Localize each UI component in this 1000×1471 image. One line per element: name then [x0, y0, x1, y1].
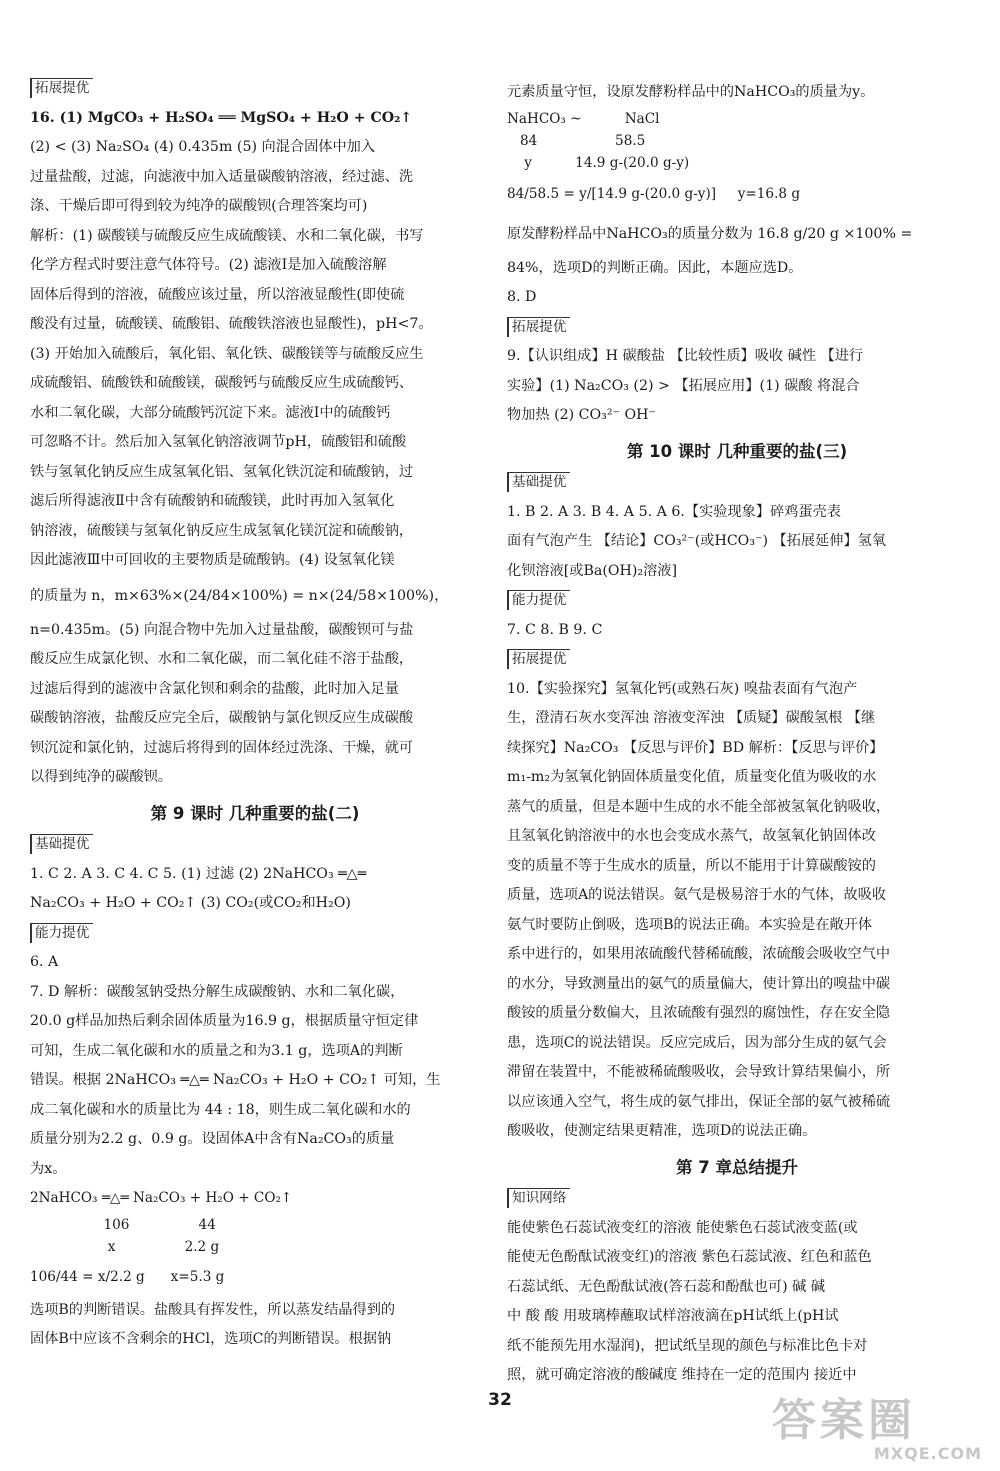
text-line: 过量盐酸，过滤，向滤液中加入适量碳酸钠溶液，经过滤、洗 [30, 168, 414, 185]
text-line: 的水分，导致测量出的氨气的质量偏大，使计算出的嗅盐中碳 [507, 975, 891, 992]
text-line: 蒸气的质量，但是本题中生成的水不能全部被氢氧化钠吸收， [507, 798, 891, 815]
section-tag: 基础提优 [507, 472, 570, 492]
text-line: 且氢氧化钠溶液中的水也会变成水蒸气，故氢氧化钠固体改 [507, 828, 876, 844]
text-line: Na₂CO₃ + H₂O + CO₂↑ (3) CO₂(或CO₂和H₂O) [30, 895, 351, 911]
text-line: 选项B的判断错误。盐酸具有挥发性，所以蒸发结晶得到的 [30, 1301, 396, 1318]
text-line: 氨气时要防止倒吸，选项B的说法正确。本实验是在敞开体 [507, 916, 873, 933]
text-line: 元素质量守恒，设原发酵粉样品中的NaHCO₃的质量为y。 [507, 84, 875, 100]
text-line: 面有气泡产生 【结论】CO₃²⁻(或HCO₃⁻) 【拓展延伸】氢氧 [507, 533, 887, 549]
watermark-logo [772, 1395, 982, 1463]
text-line: 续探究】Na₂CO₃ 【反思与评价】BD 解析：【反思与评价】 [507, 739, 884, 756]
text-line: 钠溶液，硫酸镁与氢氧化钠反应生成氢氧化镁沉淀和硫酸钠， [30, 522, 414, 539]
chapter-summary-title: 第 7 章总结提升 [676, 1157, 798, 1177]
text-line: 生，澄清石灰水变浑浊 溶液变浑浊 【质疑】碳酸氢根 【继 [507, 710, 876, 726]
text-line: 实验】(1) Na₂CO₃ (2) > 【拓展应用】(1) 碳酸 将混合 [507, 377, 860, 394]
text-line: 16. (1) MgCO₃ + H₂SO₄ ══ MgSO₄ + H₂O + CO₂↑ [30, 109, 413, 126]
text-line: 能使无色酚酞试液变红)的溶液 紫色石蕊试液、红色和蓝色 [507, 1249, 872, 1265]
text-line: 物加热 (2) CO₃²⁻ OH⁻ [507, 407, 657, 423]
text-line: 的质量为 n，m×63%×(24/84×100%) = n×(24/58×100%)， [30, 587, 449, 604]
watermark-url: MXQE.COM [873, 1444, 982, 1463]
right-column [507, 74, 967, 1391]
text-line: 6. A [30, 954, 59, 970]
section-tag: 拓展提优 [30, 78, 93, 98]
text-line: n=0.435m。(5) 向混合物中先加入过量盐酸，碳酸钡可与盐 [30, 621, 414, 638]
text-line: 钡沉淀和氯化钠，过滤后将得到的固体经过洗涤、干燥，就可 [30, 739, 414, 756]
text-line: 为x。 [30, 1160, 67, 1177]
equation-line: 106/44 = x/2.2 g x=5.3 g [30, 1268, 225, 1285]
text-line: 酸没有过量，硫酸镁、硫酸铝、硫酸铁溶液也显酸性)，pH<7。 [30, 316, 433, 332]
text-line: 酸反应生成氯化钡、水和二氧化碳，而二氧化硅不溶于盐酸， [30, 651, 414, 667]
equation-line: NaHCO₃ ~ NaCl [507, 110, 660, 127]
text-line: 铁与氢氧化钠反应生成氢氧化铝、氢氧化铁沉淀和硫酸钠，过 [30, 463, 414, 480]
equation-line: y 14.9 g-(20.0 g-y) [507, 154, 690, 171]
text-line: 原发酵粉样品中NaHCO₃的质量分数为 16.8 g/20 g ×100% = [507, 225, 913, 242]
text-line: 能使紫色石蕊试液变红的溶液 能使紫色石蕊试液变蓝(或 [507, 1219, 858, 1236]
text-line: 化钡溶液[或Ba(OH)₂溶液] [507, 562, 678, 579]
text-line: 1. B 2. A 3. B 4. A 5. A 6.【实验现象】碎鸡蛋壳表 [507, 503, 841, 520]
text-line: 质量，选项A的说法错误。氨气是极易溶于水的气体，故吸收 [507, 887, 887, 903]
text-line: 7. C 8. B 9. C [507, 621, 603, 638]
equation-line: 84/58.5 = y/[14.9 g-(20.0 g-y)] y=16.8 g [507, 185, 801, 202]
text-line: 纸不能预先用水湿润)，把试纸呈现的颜色与标准比色卡对 [507, 1337, 868, 1354]
lesson-title: 第 10 课时 几种重要的盐(三) [626, 441, 848, 461]
text-line: 解析：(1) 碳酸镁与硫酸反应生成硫酸镁、水和二氧化碳，书写 [30, 227, 424, 244]
equation-line: 2NaHCO₃ ═△═ Na₂CO₃ + H₂O + CO₂↑ [30, 1190, 293, 1206]
text-line: m₁-m₂为氢氧化钠固体质量变化值，质量变化值为吸收的水 [507, 769, 877, 785]
text-line: 以得到纯净的碳酸钡。 [30, 769, 172, 785]
text-line: 化学方程式时要注意气体符号。(2) 滤液Ⅰ是加入硫酸溶解 [30, 257, 387, 273]
text-line: 成硫酸铝、硫酸铁和硫酸镁，碳酸钙与硫酸反应生成硫酸钙、 [30, 375, 414, 391]
section-tag: 拓展提优 [507, 317, 570, 337]
text-line: 照，就可确定溶液的酸碱度 维持在一定的范围内 接近中 [507, 1367, 857, 1383]
text-line: 酸吸收，使测定结果更精准，选项D的说法正确。 [507, 1123, 817, 1139]
text-line: 可知，生成二氧化碳和水的质量之和为3.1 g，选项A的判断 [30, 1042, 403, 1059]
text-line: 患，选项C的说法错误。反应完成后，因为部分生成的氨气会 [507, 1034, 887, 1051]
text-line: 过滤后得到的滤液中含氯化钡和剩余的盐酸，此时加入足量 [30, 680, 399, 697]
text-line: 涤、干燥后即可得到较为纯净的碳酸钡(合理答案均可) [30, 198, 368, 214]
equation-line: 84 58.5 [507, 132, 646, 149]
text-line: 错误。根据 2NaHCO₃ ═△═ Na₂CO₃ + H₂O + CO₂↑ 可知，生 [30, 1072, 441, 1088]
text-line: 9.【认识组成】H 碳酸盐 【比较性质】吸收 碱性 【进行 [507, 348, 864, 364]
section-tag: 能力提优 [30, 923, 93, 943]
text-line: 以应该通入空气，将生成的氨气排出，保证全部的氨气被稀硫 [507, 1093, 891, 1110]
text-line: 滞留在装置中，不能被稀硫酸吸收，会导致计算结果偏小，所 [507, 1064, 891, 1080]
section-tag: 拓展提优 [507, 649, 570, 669]
section-tag: 知识网络 [507, 1188, 570, 1208]
text-line: 8. D [507, 289, 537, 305]
text-line: 固体后得到的溶液，硫酸应该过量，所以溶液显酸性(即使硫 [30, 286, 405, 303]
equation-line: 106 44 [30, 1216, 216, 1233]
page-number: 32 [488, 1390, 512, 1410]
text-line: 1. C 2. A 3. C 4. C 5. (1) 过滤 (2) 2NaHCO₃ ═△═ [30, 865, 367, 882]
section-tag: 基础提优 [30, 834, 93, 854]
text-line: 中 酸 酸 用玻璃棒蘸取试样溶液滴在pH试纸上(pH试 [507, 1308, 839, 1324]
text-line: 质量分别为2.2 g、0.9 g。设固体A中含有Na₂CO₃的质量 [30, 1131, 395, 1147]
section-tag: 能力提优 [507, 590, 570, 610]
text-line: 石蕊试纸、无色酚酞试液(答石蕊和酚酞也可) 碱 碱 [507, 1278, 826, 1295]
left-column [30, 74, 480, 1355]
text-line: 因此滤液Ⅲ中可回收的主要物质是硫酸钠。(4) 设氢氧化镁 [30, 552, 395, 568]
text-line: 固体B中应该不含剩余的HCl，选项C的判断错误。根据钠 [30, 1331, 392, 1347]
equation-line: x 2.2 g [30, 1238, 220, 1255]
text-line: (3) 开始加入硫酸后，氧化铝、氧化铁、碳酸镁等与硫酸反应生 [30, 345, 424, 362]
text-line: 10.【实验探究】氢氧化钙(或熟石灰) 嗅盐表面有气泡产 [507, 680, 858, 697]
text-line: 84%，选项D的判断正确。因此，本题应选D。 [507, 259, 803, 276]
watermark-text: 答案圈 [772, 1395, 916, 1446]
text-line: 20.0 g样品加热后剩余固体质量为16.9 g，根据质量守恒定律 [30, 1013, 419, 1029]
text-line: 可忽略不计。然后加入氢氧化钠溶液调节pH，硫酸铝和硫酸 [30, 434, 407, 450]
text-line: 碳酸钠溶液，盐酸反应完全后，碳酸钠与氯化钡反应生成碳酸 [30, 710, 414, 726]
text-line: 水和二氧化碳，大部分硫酸钙沉淀下来。滤液Ⅰ中的硫酸钙 [30, 404, 391, 421]
text-line: 7. D 解析：碳酸氢钠受热分解生成碳酸钠、水和二氧化碳， [30, 983, 405, 1000]
text-line: 系中进行的，如果用浓硫酸代替稀硫酸，浓硫酸会吸收空气中 [507, 946, 891, 962]
text-line: 滤后所得滤液Ⅱ中含有硫酸钠和硫酸镁，此时再加入氢氧化 [30, 493, 395, 509]
text-line: 变的质量不等于生成水的质量，所以不能用于计算碳酸铵的 [507, 857, 876, 874]
text-line: 酸铵的质量分数偏大，且浓硫酸有强烈的腐蚀性，存在安全隐 [507, 1005, 891, 1021]
lesson-title: 第 9 课时 几种重要的盐(二) [150, 803, 360, 823]
text-line: (2) < (3) Na₂SO₄ (4) 0.435m (5) 向混合固体中加入 [30, 139, 376, 155]
text-line: 成二氧化碳和水的质量比为 44 : 18，则生成二氧化碳和水的 [30, 1101, 411, 1118]
